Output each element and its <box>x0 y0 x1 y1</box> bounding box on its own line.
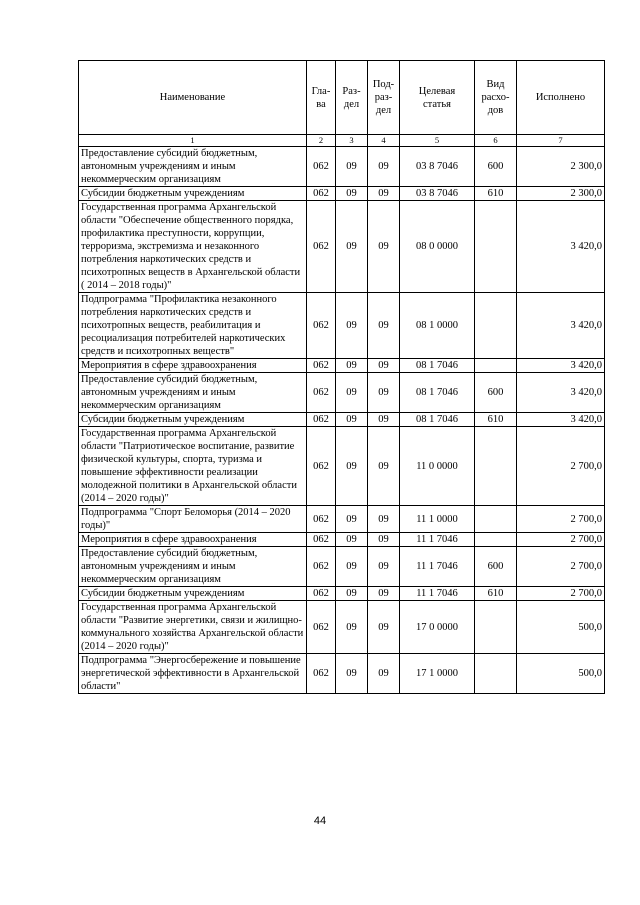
row-razdel: 09 <box>336 147 368 187</box>
row-podrazdel: 09 <box>368 413 400 427</box>
column-number: 5 <box>400 135 475 147</box>
row-glava: 062 <box>307 547 336 587</box>
row-glava: 062 <box>307 587 336 601</box>
row-ispolneno: 2 700,0 <box>517 587 605 601</box>
row-razdel: 09 <box>336 587 368 601</box>
row-podrazdel: 09 <box>368 506 400 533</box>
row-razdel: 09 <box>336 654 368 694</box>
column-number: 6 <box>475 135 517 147</box>
row-name: Предоставление субсидий бюджетным, автономным учреждениям и иным некоммерческим организациям <box>79 547 307 587</box>
row-statya: 08 0 0000 <box>400 201 475 293</box>
row-statya: 03 8 7046 <box>400 147 475 187</box>
row-ispolneno: 2 700,0 <box>517 506 605 533</box>
table-row <box>79 201 605 293</box>
row-ispolneno: 2 700,0 <box>517 547 605 587</box>
row-ispolneno: 3 420,0 <box>517 201 605 293</box>
table-row <box>79 147 605 187</box>
row-glava: 062 <box>307 201 336 293</box>
budget-table <box>78 60 605 694</box>
row-glava: 062 <box>307 147 336 187</box>
table-row <box>79 373 605 413</box>
row-ispolneno: 500,0 <box>517 601 605 654</box>
row-ispolneno: 3 420,0 <box>517 413 605 427</box>
table-row <box>79 427 605 506</box>
row-vid <box>475 601 517 654</box>
row-name: Предоставление субсидий бюджетным, автономным учреждениям и иным некоммерческим организациям <box>79 373 307 413</box>
row-ispolneno: 2 300,0 <box>517 147 605 187</box>
table-row <box>79 533 605 547</box>
row-glava: 062 <box>307 601 336 654</box>
row-name: Предоставление субсидий бюджетным, автономным учреждениям и иным некоммерческим организациям <box>79 147 307 187</box>
row-ispolneno: 3 420,0 <box>517 373 605 413</box>
row-ispolneno: 2 700,0 <box>517 533 605 547</box>
row-razdel: 09 <box>336 359 368 373</box>
row-vid <box>475 201 517 293</box>
row-vid <box>475 293 517 359</box>
row-razdel: 09 <box>336 506 368 533</box>
column-number: 4 <box>368 135 400 147</box>
page-number: 44 <box>313 815 327 827</box>
table-row <box>79 359 605 373</box>
row-vid: 610 <box>475 187 517 201</box>
row-glava: 062 <box>307 359 336 373</box>
table-row <box>79 547 605 587</box>
table-row <box>79 506 605 533</box>
column-number: 7 <box>517 135 605 147</box>
table-row <box>79 413 605 427</box>
row-name: Подпрограмма "Профилактика незаконного потребления наркотических средств и психотропных веществ, реабилитация и ресоциализация потребителей наркотических средств и психотропных веществ" <box>79 293 307 359</box>
row-vid <box>475 654 517 694</box>
row-glava: 062 <box>307 373 336 413</box>
table-row <box>79 601 605 654</box>
row-ispolneno: 2 700,0 <box>517 427 605 506</box>
row-statya: 17 0 0000 <box>400 601 475 654</box>
row-glava: 062 <box>307 413 336 427</box>
table-row <box>79 587 605 601</box>
row-glava: 062 <box>307 293 336 359</box>
row-name: Государственная программа Архангельской области "Обеспечение общественного порядка, профилактика преступности, коррупции, терроризма, экстремизма и незаконного потребления наркотических средств и психотропных веществ в Архангельской области ( 2014 – 2018 годы)" <box>79 201 307 293</box>
header-statya: Целевая статья <box>400 61 475 135</box>
table-row <box>79 187 605 201</box>
row-podrazdel: 09 <box>368 547 400 587</box>
row-razdel: 09 <box>336 373 368 413</box>
row-razdel: 09 <box>336 601 368 654</box>
row-vid <box>475 427 517 506</box>
table-body <box>79 147 605 694</box>
row-statya: 08 1 7046 <box>400 373 475 413</box>
row-glava: 062 <box>307 187 336 201</box>
column-number: 1 <box>79 135 307 147</box>
row-glava: 062 <box>307 506 336 533</box>
row-podrazdel: 09 <box>368 533 400 547</box>
table-row <box>79 293 605 359</box>
row-statya: 03 8 7046 <box>400 187 475 201</box>
column-number: 2 <box>307 135 336 147</box>
row-vid: 610 <box>475 413 517 427</box>
header-vid: Вид расхо- дов <box>475 61 517 135</box>
row-vid <box>475 533 517 547</box>
row-statya: 08 1 7046 <box>400 413 475 427</box>
row-statya: 11 1 7046 <box>400 533 475 547</box>
row-name: Субсидии бюджетным учреждениям <box>79 187 307 201</box>
row-podrazdel: 09 <box>368 654 400 694</box>
row-statya: 11 1 7046 <box>400 547 475 587</box>
row-name: Субсидии бюджетным учреждениям <box>79 587 307 601</box>
column-number: 3 <box>336 135 368 147</box>
row-razdel: 09 <box>336 427 368 506</box>
row-razdel: 09 <box>336 547 368 587</box>
column-number-row <box>79 135 605 147</box>
row-glava: 062 <box>307 654 336 694</box>
row-statya: 08 1 0000 <box>400 293 475 359</box>
row-statya: 11 1 7046 <box>400 587 475 601</box>
row-razdel: 09 <box>336 413 368 427</box>
row-podrazdel: 09 <box>368 293 400 359</box>
row-vid: 600 <box>475 147 517 187</box>
row-vid: 600 <box>475 547 517 587</box>
row-vid: 600 <box>475 373 517 413</box>
row-statya: 11 0 0000 <box>400 427 475 506</box>
row-glava: 062 <box>307 427 336 506</box>
header-ispolneno: Исполнено <box>517 61 605 135</box>
row-razdel: 09 <box>336 187 368 201</box>
row-name: Подпрограмма "Энергосбережение и повышение энергетической эффективности в Архангельской области" <box>79 654 307 694</box>
header-name: Наименование <box>79 61 307 135</box>
header-glava: Гла- ва <box>307 61 336 135</box>
header-razdel: Раз- дел <box>336 61 368 135</box>
row-vid: 610 <box>475 587 517 601</box>
row-razdel: 09 <box>336 201 368 293</box>
row-ispolneno: 500,0 <box>517 654 605 694</box>
row-name: Мероприятия в сфере здравоохранения <box>79 359 307 373</box>
row-ispolneno: 2 300,0 <box>517 187 605 201</box>
row-name: Подпрограмма "Спорт Беломорья (2014 – 2020 годы)" <box>79 506 307 533</box>
row-statya: 17 1 0000 <box>400 654 475 694</box>
row-name: Субсидии бюджетным учреждениям <box>79 413 307 427</box>
row-podrazdel: 09 <box>368 201 400 293</box>
header-podrazdel: Под- раз- дел <box>368 61 400 135</box>
row-podrazdel: 09 <box>368 427 400 506</box>
row-podrazdel: 09 <box>368 601 400 654</box>
row-podrazdel: 09 <box>368 187 400 201</box>
table-header-row <box>79 61 605 135</box>
table-row <box>79 654 605 694</box>
row-name: Государственная программа Архангельской области "Развитие энергетики, связи и жилищно-коммунального хозяйства Архангельской области (2014 – 2020 годы)" <box>79 601 307 654</box>
row-podrazdel: 09 <box>368 373 400 413</box>
row-ispolneno: 3 420,0 <box>517 293 605 359</box>
row-statya: 11 1 0000 <box>400 506 475 533</box>
row-razdel: 09 <box>336 533 368 547</box>
row-name: Мероприятия в сфере здравоохранения <box>79 533 307 547</box>
row-ispolneno: 3 420,0 <box>517 359 605 373</box>
row-podrazdel: 09 <box>368 147 400 187</box>
row-statya: 08 1 7046 <box>400 359 475 373</box>
row-name: Государственная программа Архангельской области "Патриотическое воспитание, развитие физической культуры, спорта, туризма и повышение эффективности реализации молодежной политики в Архангельской области (2014 – 2020 годы)" <box>79 427 307 506</box>
row-vid <box>475 506 517 533</box>
row-podrazdel: 09 <box>368 359 400 373</box>
row-podrazdel: 09 <box>368 587 400 601</box>
row-razdel: 09 <box>336 293 368 359</box>
row-glava: 062 <box>307 533 336 547</box>
row-vid <box>475 359 517 373</box>
